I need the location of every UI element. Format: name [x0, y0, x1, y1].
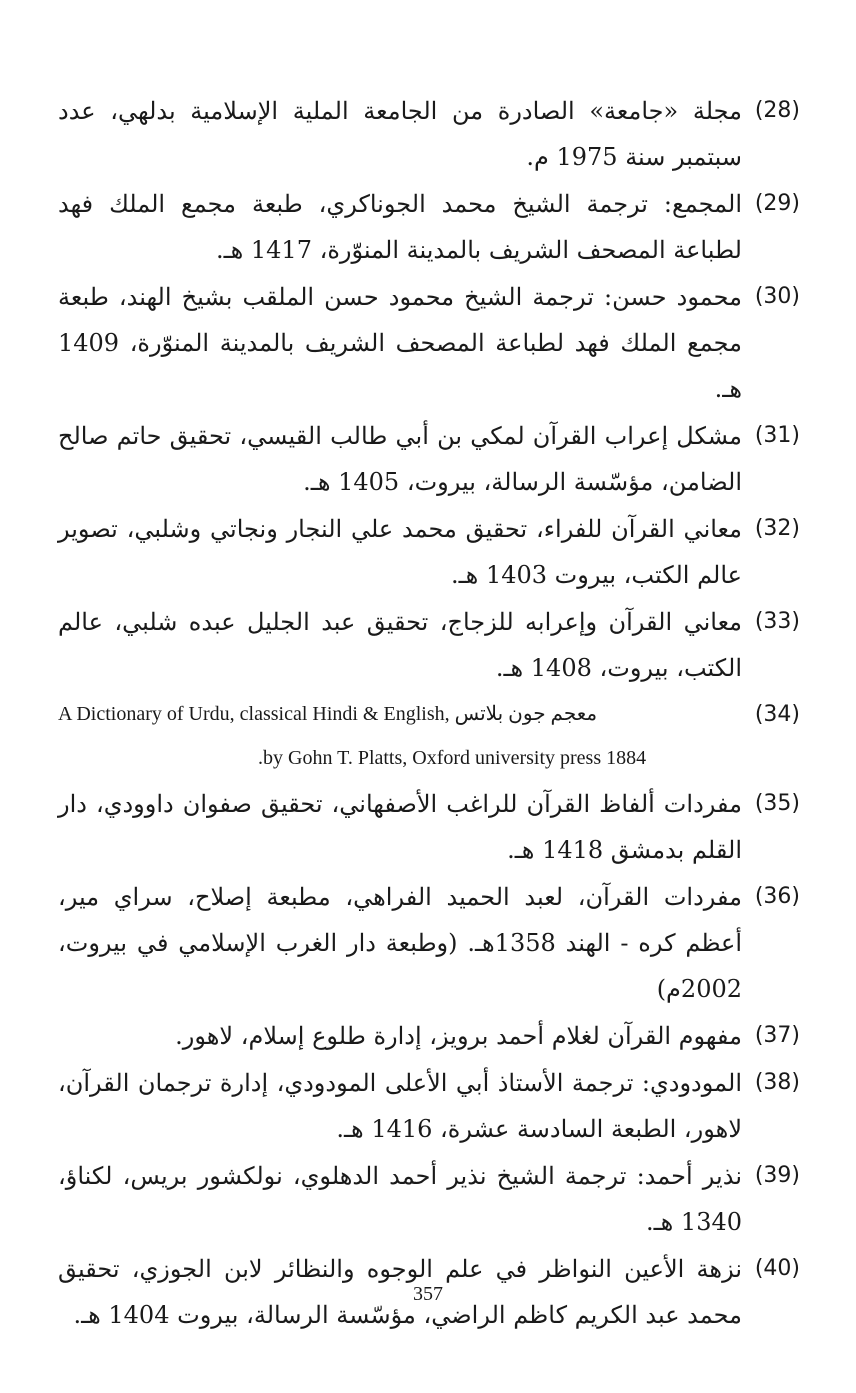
reference-number: (39) [754, 1163, 800, 1188]
reference-number: (37) [754, 1023, 800, 1048]
reference-entry [58, 413, 800, 505]
reference-text: معاني القرآن للفراء، تحقيق محمد علي النجار ونجاتي وشلبي، تصوير عالم الكتب، بيروت 1403 هـ. [58, 515, 742, 589]
reference-number: (30) [754, 284, 800, 309]
reference-text: نذير أحمد: ترجمة الشيخ نذير أحمد الدهلوي، نولكشور بريس، لكناؤ، 1340 هـ. [58, 1162, 742, 1236]
reference-entry [58, 1153, 800, 1245]
reference-number: (40) [754, 1256, 800, 1281]
reference-entry [58, 181, 800, 273]
reference-text: مشكل إعراب القرآن لمكي بن أبي طالب القيسي، تحقيق حاتم صالح الضامن، مؤسّسة الرسالة، بيروت، 1405 هـ. [58, 422, 743, 496]
reference-text: مفهوم القرآن لغلام أحمد برويز، إدارة طلوع إسلام، لاهور. [175, 1022, 742, 1050]
reference-arabic-text: معجم جون بلاتس [454, 703, 598, 725]
reference-text: مفردات القرآن، لعبد الحميد الفراهي، مطبعة إصلاح، سراي مير، أعظم كره - الهند 1358هـ. (وطبعة دار الغرب الإسلامي في بيروت، 2002م) [58, 883, 742, 1003]
reference-text: مجلة «جامعة» الصادرة من الجامعة الملية الإسلامية بدلهي، عدد سبتمبر سنة 1975 م. [58, 97, 742, 171]
reference-text [58, 692, 742, 780]
page-number: 357 [413, 1283, 443, 1305]
reference-number: (35) [754, 791, 800, 816]
reference-entry [58, 1060, 800, 1152]
reference-number: (38) [754, 1070, 800, 1095]
reference-number: (29) [754, 191, 800, 216]
reference-number: (33) [754, 609, 800, 634]
reference-list [58, 88, 800, 1339]
reference-text: المودودي: ترجمة الأستاذ أبي الأعلى المودودي، إدارة ترجمان القرآن، لاهور، الطبعة السادسة عشرة، 1416 هـ. [58, 1069, 742, 1143]
reference-text: المجمع: ترجمة الشيخ محمد الجوناكري، طبعة مجمع الملك فهد لطباعة المصحف الشريف بالمدينة المنوّرة، 1417 هـ. [58, 190, 742, 264]
reference-text: نزهة الأعين النواظر في علم الوجوه والنظائر لابن الجوزي، تحقيق محمد عبد الكريم كاظم الراضي، مؤسّسة الرسالة، بيروت 1404 هـ. [58, 1255, 742, 1329]
reference-entry [58, 781, 800, 873]
reference-text: محمود حسن: ترجمة الشيخ محمود حسن الملقب بشيخ الهند، طبعة مجمع الملك فهد لطباعة المصحف الشريف بالمدينة المنوّرة، 1409 هـ. [58, 283, 742, 403]
reference-entry [58, 599, 800, 691]
reference-entry [58, 506, 800, 598]
reference-number: (36) [754, 884, 800, 909]
reference-number: (32) [754, 516, 800, 541]
reference-text: معاني القرآن وإعرابه للزجاج، تحقيق عبد الجليل عبده شلبي، عالم الكتب، بيروت، 1408 هـ. [58, 608, 742, 682]
reference-entry [58, 1013, 800, 1059]
reference-english-line [58, 692, 742, 736]
reference-number: (34) [754, 702, 800, 727]
reference-entry [58, 692, 800, 780]
reference-number: (28) [754, 98, 800, 123]
reference-entry [58, 274, 800, 412]
reference-entry [58, 874, 800, 1012]
reference-entry [58, 88, 800, 180]
reference-number: (31) [754, 423, 800, 448]
reference-text: مفردات ألفاظ القرآن للراغب الأصفهاني، تحقيق صفوان داوودي، دار القلم بدمشق 1418 هـ. [58, 790, 742, 864]
reference-english-text: A Dictionary of Urdu, classical Hindi & English, [58, 703, 450, 725]
reference-english-line: .by Gohn T. Platts, Oxford university press 1884 [258, 747, 647, 769]
